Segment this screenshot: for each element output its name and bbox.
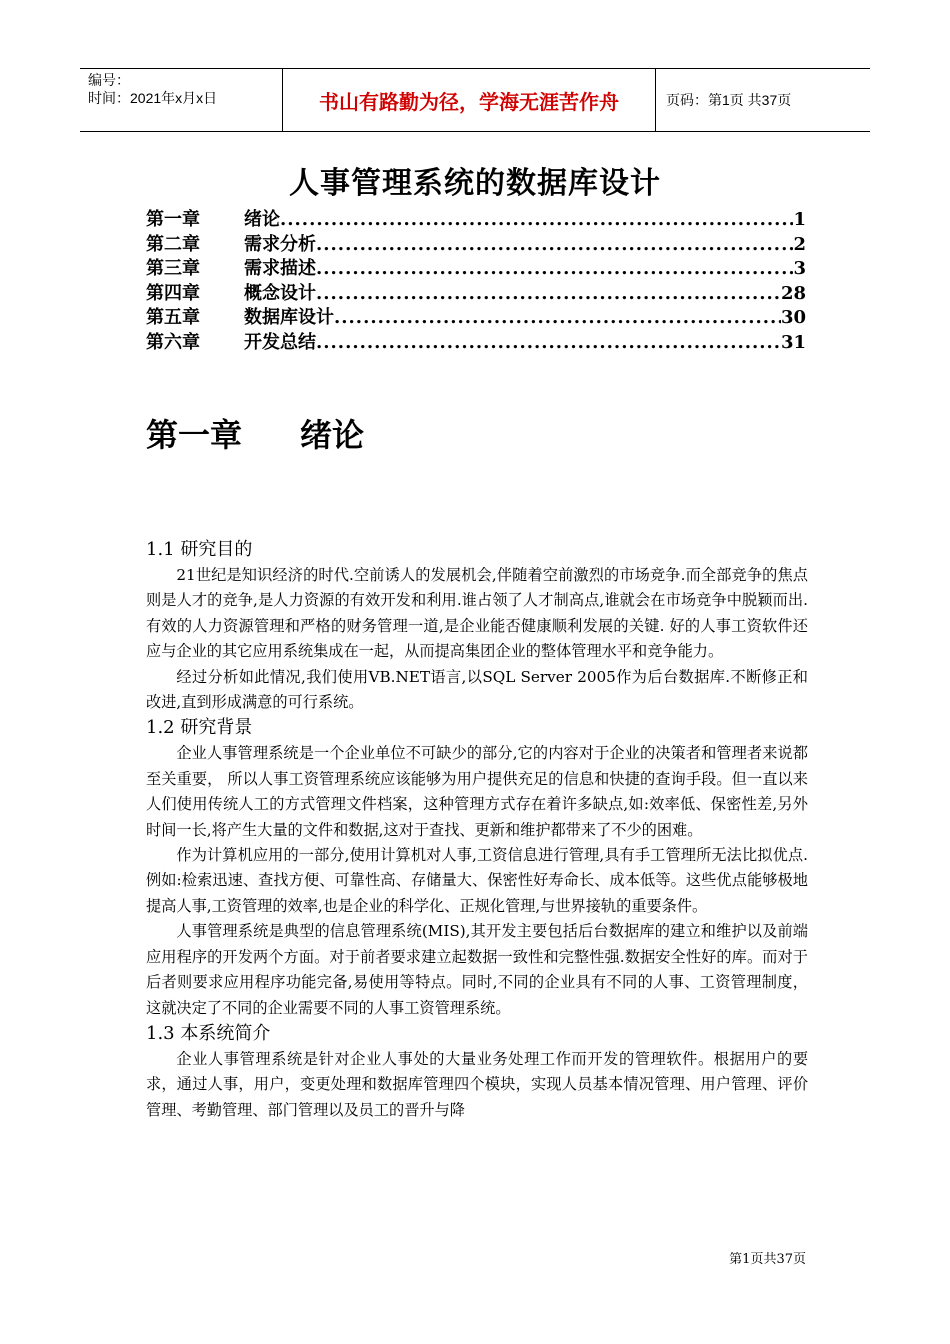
toc-name: 数据库设计 <box>244 307 334 329</box>
paragraph: 企业人事管理系统是针对企业人事处的大量业务处理工作而开发的管理软件。根据用户的要求，通过人事，用户，变更处理和数据库管理四个模块，实现人员基本情况管理、用户管理、评价管理、考勤管理、部门管理以及员工的晋升与降 <box>146 1049 808 1119</box>
page-footer: 第1页共37页 <box>729 1252 806 1267</box>
page-header <box>80 68 870 132</box>
toc-leader <box>316 234 793 255</box>
toc-entry[interactable] <box>146 205 806 230</box>
toc-page: 3 <box>793 258 806 280</box>
toc-page: 1 <box>793 209 806 230</box>
toc-chapter: 第四章 <box>146 282 200 304</box>
toc-chapter: 第五章 <box>146 307 200 329</box>
toc-entry[interactable] <box>146 279 806 304</box>
paragraph: 企业人事管理系统是一个企业单位不可缺少的部分,它的内容对于企业的决策者和管理者来说都至关重要， 所以人事工资管理系统应该能够为用户提供充足的信息和快捷的查询手段。但一直以来人们使用传统人工的方式管理文件档案，这种管理方式存在着许多缺点,如:效率低、保密性差,另外时间一长,将产生大量的文件和数据,这对于查找、更新和维护都带来了不少的困难。 <box>146 744 808 839</box>
chapter-name: 绪论 <box>300 416 365 454</box>
section-heading: 1.1 研究目的 <box>146 539 253 560</box>
toc-entry[interactable] <box>146 230 806 255</box>
toc-leader <box>316 258 793 279</box>
toc-page: 2 <box>793 233 806 255</box>
toc-chapter: 第六章 <box>146 331 200 353</box>
header-meta <box>80 69 280 133</box>
paragraph: 21世纪是知识经济的时代.空前诱人的发展机会,伴随着空前激烈的市场竞争.而全部竞争的焦点则是人才的竞争,是人力资源的有效开发和利用.谁占领了人才制高点,谁就会在市场竞争中脱颖而出.有效的人力资源管理和严格的财务管理一道,是企业能否健康顺利发展的关键. 好的人事工资软件还应与企业的其它应用系统集成在一起，从而提高集团企业的整体管理水平和竞争能力。 <box>146 566 808 661</box>
header-page-info: 页码：第1页 共37页 <box>666 92 792 108</box>
toc-leader <box>316 283 781 304</box>
table-of-contents <box>146 205 806 353</box>
toc-name: 概念设计 <box>244 282 316 304</box>
paragraph: 人事管理系统是典型的信息管理系统(MIS),其开发主要包括后台数据库的建立和维护以及前端应用程序的开发两个方面。对于前者要求建立起数据一致性和完整性强.数据安全性好的库。而对于后者则要求应用程序功能完备,易使用等特点。同时,不同的企业具有不同的人事、工资管理制度，这就决定了不同的企业需要不同的人事工资管理系统。 <box>146 922 808 1017</box>
document-title: 人事管理系统的数据库设计 <box>289 166 661 201</box>
toc-entry[interactable] <box>146 303 806 328</box>
paragraph: 作为计算机应用的一部分,使用计算机对人事,工资信息进行管理,具有手工管理所无法比拟优点.例如:检索迅速、查找方便、可靠性高、存储量大、保密性好寿命长、成本低等。这些优点能够极地提高人事,工资管理的效率,也是企业的科学化、正规化管理,与世界接轨的重要条件。 <box>146 846 808 915</box>
toc-leader <box>316 332 781 353</box>
toc-name: 需求分析 <box>244 233 316 255</box>
chapter-number: 第一章 <box>146 416 243 454</box>
chapter-heading <box>146 410 364 456</box>
toc-name: 开发总结 <box>244 331 316 353</box>
toc-page: 28 <box>780 282 806 304</box>
toc-leader <box>280 209 793 230</box>
section-heading: 1.2 研究背景 <box>146 717 253 739</box>
time-label: 时间：2021年x月x日 <box>88 90 218 106</box>
toc-chapter: 第三章 <box>146 258 200 280</box>
toc-chapter: 第一章 <box>146 209 200 230</box>
body-text <box>146 537 808 1123</box>
toc-entry[interactable] <box>146 254 806 279</box>
toc-chapter: 第二章 <box>146 233 200 255</box>
toc-name: 需求描述 <box>244 258 316 280</box>
toc-leader <box>334 307 781 328</box>
section-heading: 1.3 本系统简介 <box>146 1022 271 1044</box>
number-label: 编号： <box>88 72 130 88</box>
paragraph: 经过分析如此情况,我们使用VB.NET语言,以SQL Server 2005作为后台数据库.不断修正和改进,直到形成满意的可行系统。 <box>146 667 808 712</box>
toc-page: 30 <box>780 307 806 329</box>
toc-entry[interactable] <box>146 328 806 353</box>
toc-name: 绪论 <box>244 209 280 230</box>
header-motto: 书山有路勤为径，学海无涯苦作舟 <box>282 69 656 131</box>
toc-page: 31 <box>780 331 806 353</box>
